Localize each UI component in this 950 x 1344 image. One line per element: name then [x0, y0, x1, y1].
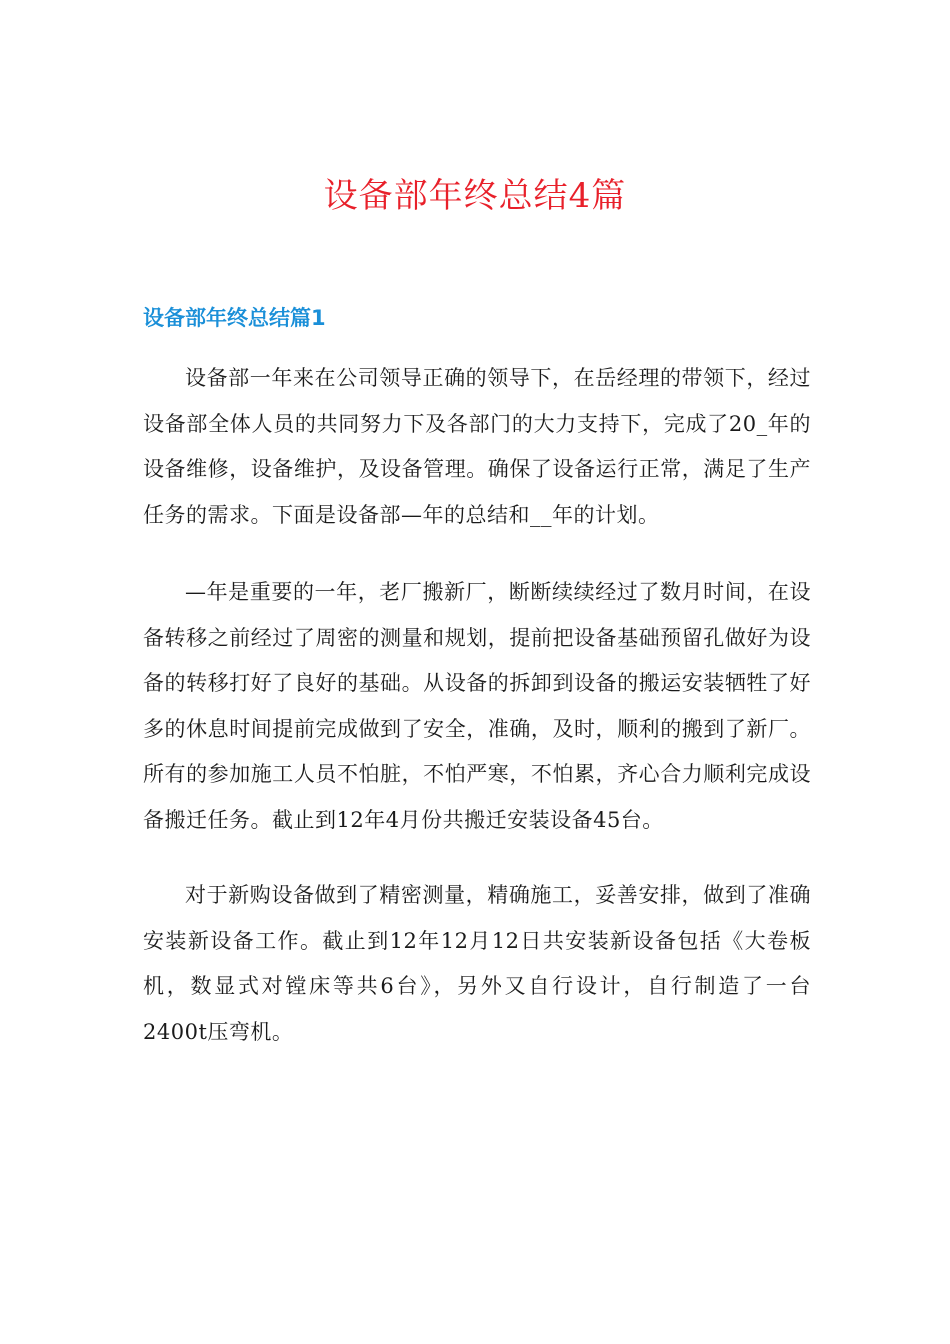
- section-heading: 设备部年终总结篇1: [143, 306, 326, 330]
- document-body: [143, 356, 811, 1087]
- body-paragraph-2: —年是重要的一年，老厂搬新厂，断断续续经过了数月时间，在设备转移之前经过了周密的测量和规划，提前把设备基础预留孔做好为设备的转移打好了良好的基础。从设备的拆卸到设备的搬运安装牺牲了好多的休息时间提前完成做到了安全，准确，及时，顺利的搬到了新厂。所有的参加施工人员不怕脏，不怕严寒，不怕累，齐心合力顺利完成设备搬迁任务。截止到12年4月份共搬迁安装设备45台。: [143, 580, 811, 832]
- body-paragraph-3: 对于新购设备做到了精密测量，精确施工，妥善安排，做到了准确安装新设备工作。截止到12年12月12日共安装新设备包括《大卷板机，数显式对镗床等共6台》，另外又自行设计，自行制造了一台2400t压弯机。: [143, 883, 811, 1044]
- body-paragraph-1: 设备部一年来在公司领导正确的领导下，在岳经理的带领下，经过设备部全体人员的共同努力下及各部门的大力支持下，完成了20_年的设备维修，设备维护，及设备管理。确保了设备运行正常，满足了生产任务的需求。下面是设备部—年的总结和__年的计划。: [143, 366, 811, 527]
- document-title: 设备部年终总结4篇: [323, 176, 627, 216]
